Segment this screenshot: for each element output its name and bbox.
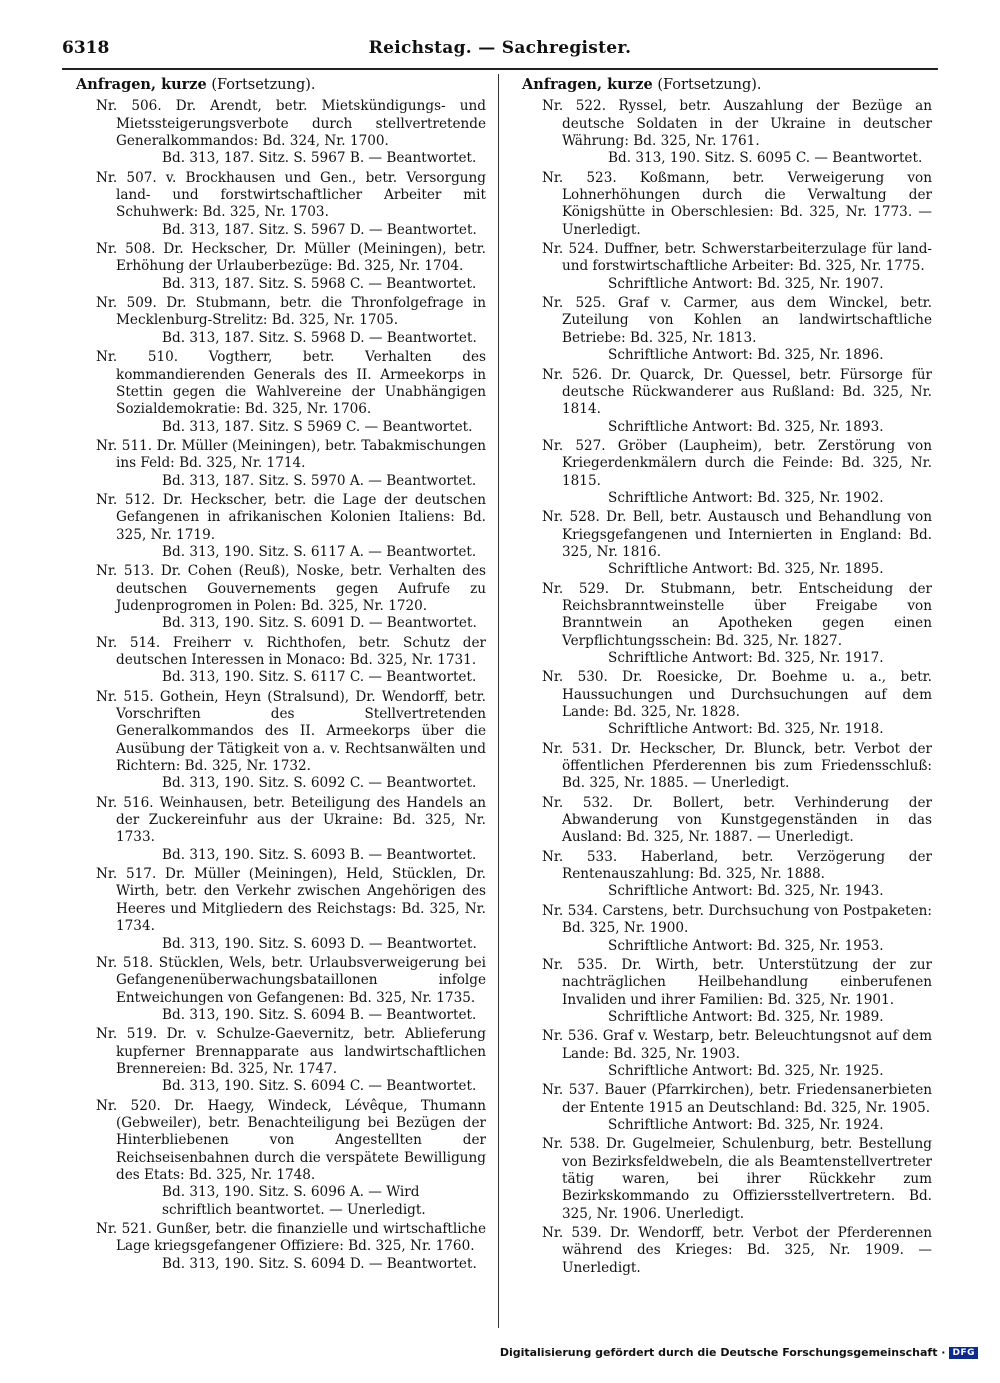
entry-status: Bd. 313, 187. Sitz. S 5969 C. — Beantwortet. [162, 418, 473, 435]
entry-status: Bd. 313, 190. Sitz. S. 6094 B. — Beantwortet. [162, 1006, 477, 1023]
index-entry: Nr. 521. Gunßer, betr. die finanzielle und wirtschaftliche Lage kriegsgefangener Offiziere: Bd. 325, Nr. 1760. [96, 1221, 486, 1255]
index-entry: Nr. 536. Graf v. Westarp, betr. Beleuchtungsnot auf dem Lande: Bd. 325, Nr. 1903. [542, 1028, 932, 1062]
index-entry: Nr. 514. Freiherr v. Richthofen, betr. Schutz der deutschen Interessen in Monaco: Bd. 325, Nr. 1731. [96, 634, 486, 668]
index-entry: Nr. 515. Gothein, Heyn (Stralsund), Dr. Wendorff, betr. Vorschriften des Stellvertretenden Generalkommandos des II. Armeekorps über die Ausübung der Tätigkeit von a. v. Rechtsanwälten und Richtern: Bd. 325, Nr. 1732. [96, 688, 486, 775]
entry-status: Bd. 313, 187. Sitz. S. 5968 D. — Beantwortet. [162, 329, 477, 346]
section-heading-rest: (Fortsetzung). [652, 77, 762, 93]
section-heading-bold: Anfragen, kurze [522, 76, 653, 93]
entry-status: Schriftliche Antwort: Bd. 325, Nr. 1953. [608, 937, 884, 954]
entry-status: Schriftliche Antwort: Bd. 325, Nr. 1907. [608, 275, 884, 292]
running-head: Reichstag. — Sachregister. [368, 38, 632, 58]
header-rule [62, 68, 938, 70]
footer [500, 1346, 978, 1359]
index-entry: Nr. 509. Dr. Stubmann, betr. die Thronfolgefrage in Mecklenburg-Strelitz: Bd. 325, Nr. 1705. [96, 295, 486, 329]
section-heading-bold: Anfragen, kurze [76, 76, 207, 93]
entry-status: Schriftliche Antwort: Bd. 325, Nr. 1924. [608, 1116, 884, 1133]
entry-status: Bd. 313, 190. Sitz. S. 6093 D. — Beantwortet. [162, 935, 477, 952]
footer-credit: Digitalisierung gefördert durch die Deutsche Forschungsgemeinschaft · [499, 1346, 946, 1359]
index-entry: Nr. 533. Haberland, betr. Verzögerung der Rentenauszahlung: Bd. 325, Nr. 1888. [542, 848, 932, 883]
index-entry: Nr. 517. Dr. Müller (Meiningen), Held, Stücklen, Dr. Wirth, betr. den Verkehr zwischen Angehörigen des Heeres und Mitgliedern des Reichstags: Bd. 325, Nr. 1734. [96, 866, 486, 935]
index-entry: Nr. 526. Dr. Quarck, Dr. Quessel, betr. Fürsorge für deutsche Rückwanderer aus Rußland: Bd. 325, Nr. 1814. [542, 366, 932, 418]
index-entry: Nr. 537. Bauer (Pfarrkirchen), betr. Friedensanerbieten der Entente 1915 an Deutschland: Bd. 325, Nr. 1905. [542, 1082, 932, 1116]
index-entry: Nr. 524. Duffner, betr. Schwerstarbeiterzulage für land- und forstwirtschaftliche Arbeiter: Bd. 325, Nr. 1775. [542, 241, 932, 275]
index-entry: Nr. 532. Dr. Bollert, betr. Verhinderung der Abwanderung von Kunstgegenständen in das Ausland: Bd. 325, Nr. 1887. — Unerledigt. [542, 794, 932, 846]
index-entry: Nr. 523. Koßmann, betr. Verweigerung von Lohnerhöhungen durch die Verwaltung der Königshütte in Oberschlesien: Bd. 325, Nr. 1773. — Unerledigt. [542, 169, 932, 238]
entry-status: Schriftliche Antwort: Bd. 325, Nr. 1925. [608, 1062, 884, 1079]
entry-status: Schriftliche Antwort: Bd. 325, Nr. 1917. [608, 650, 884, 666]
entry-status: Schriftliche Antwort: Bd. 325, Nr. 1918. [608, 721, 884, 738]
index-entry: Nr. 527. Gröber (Laupheim), betr. Zerstörung von Kriegerdenkmälern durch die Feinde: Bd. 325, Nr. 1815. [542, 437, 932, 489]
index-entry: Nr. 528. Dr. Bell, betr. Austausch und Behandlung von Kriegsgefangenen und Internierten in England: Bd. 325, Nr. 1816. [542, 509, 932, 560]
index-entry: Nr. 511. Dr. Müller (Meiningen), betr. Tabakmischungen ins Feld: Bd. 325, Nr. 1714. [96, 437, 486, 472]
index-entry: Nr. 510. Vogtherr, betr. Verhalten des kommandierenden Generals des II. Armeekorps in Stettin gegen die Wahlvereine der Unabhängigen Sozialdemokratie: Bd. 325, Nr. 1706. [96, 349, 486, 418]
entry-status: Bd. 313, 190. Sitz. S. 6094 C. — Beantwortet. [162, 1078, 477, 1095]
entry-status: Bd. 313, 190. Sitz. S. 6093 B. — Beantwortet. [162, 846, 477, 863]
entry-status: Bd. 313, 190. Sitz. S. 6117 A. — Beantwortet. [162, 543, 477, 560]
section-heading-rest: (Fortsetzung). [206, 77, 316, 93]
entry-list [512, 98, 932, 1277]
index-entry: Nr. 535. Dr. Wirth, betr. Unterstützung der zur nachträglichen Heilbehandlung einberufenen Invaliden und ihrer Familien: Bd. 325, Nr. 1901. [542, 956, 932, 1008]
index-entry: Nr. 534. Carstens, betr. Durchsuchung von Postpaketen: Bd. 325, Nr. 1900. [542, 902, 932, 937]
entry-status: Schriftliche Antwort: Bd. 325, Nr. 1902. [608, 489, 884, 506]
index-entry: Nr. 539. Dr. Wendorff, betr. Verbot der Pferderennen während des Krieges: Bd. 325, Nr. 1909. — Unerledigt. [542, 1225, 932, 1276]
index-entry: Nr. 507. v. Brockhausen und Gen., betr. Versorgung land- und forstwirtschaftlicher Arbeiter mit Schuhwerk: Bd. 325, Nr. 1703. [96, 169, 486, 221]
index-entry: Nr. 538. Dr. Gugelmeier, Schulenburg, betr. Bestellung von Bezirksfeldwebeln, die als Beamtenstellvertreter tätig waren, bei ihrer Rückkehr zum Bezirkskommando zu Offiziersstellvertretern. Bd. 325, Nr. 1906. Unerledigt. [542, 1136, 932, 1222]
section-heading [522, 76, 932, 94]
left-column [66, 76, 486, 1275]
index-entry: Nr. 525. Graf v. Carmer, aus dem Winckel, betr. Zuteilung von Kohlen an landwirtschaftliche Betriebe: Bd. 325, Nr. 1813. [542, 295, 932, 346]
entry-status: Bd. 313, 190. Sitz. S. 6095 C. — Beantwortet. [608, 150, 923, 167]
index-entry: Nr. 531. Dr. Heckscher, Dr. Blunck, betr. Verbot der öffentlichen Pferderennen bis zum Friedensschluß: Bd. 325, Nr. 1885. — Unerledigt. [542, 740, 932, 792]
right-column [512, 76, 932, 1279]
entry-status: Schriftliche Antwort: Bd. 325, Nr. 1896. [608, 347, 884, 364]
dfg-logo: DFG [949, 1347, 978, 1359]
section-heading [76, 76, 486, 94]
index-entry: Nr. 529. Dr. Stubmann, betr. Entscheidung der Reichsbranntweinstelle über Freigabe von Branntwein an Apotheken gegen einen Verpflichtungsschein: Bd. 325, Nr. 1827. [542, 580, 932, 649]
entry-status: Schriftliche Antwort: Bd. 325, Nr. 1989. [608, 1008, 884, 1025]
index-entry: Nr. 513. Dr. Cohen (Reuß), Noske, betr. Verhalten des deutschen Gouvernements gegen Aufrufe zu Judenprogromen in Polen: Bd. 325, Nr. 1720. [96, 563, 486, 614]
entry-status: Bd. 313, 187. Sitz. S. 5967 D. — Beantwortet. [162, 221, 477, 238]
entry-status: Bd. 313, 190. Sitz. S. 6092 C. — Beantwortet. [162, 775, 477, 792]
entry-status: Schriftliche Antwort: Bd. 325, Nr. 1943. [608, 883, 884, 900]
entry-status: Bd. 313, 190. Sitz. S. 6096 A. — Wird schriftlich beantwortet. — Unerledigt. [162, 1184, 426, 1218]
entry-list [66, 98, 486, 1273]
entry-status: Bd. 313, 187. Sitz. S. 5970 A. — Beantwortet. [162, 472, 477, 489]
index-entry: Nr. 520. Dr. Haegy, Windeck, Lévêque, Thumann (Gebweiler), betr. Benachteiligung bei Bezügen der Hinterbliebenen von Angestellten der Reichseisenbahnen durch die verspätete Bewilligung des Etats: Bd. 325, Nr. 1748. [96, 1097, 486, 1183]
entry-status: Bd. 313, 190. Sitz. S. 6117 C. — Beantwortet. [162, 669, 477, 686]
entry-status: Bd. 313, 190. Sitz. S. 6094 D. — Beantwortet. [162, 1255, 477, 1272]
entry-status: Schriftliche Antwort: Bd. 325, Nr. 1895. [608, 561, 884, 578]
index-entry: Nr. 530. Dr. Roesicke, Dr. Boehme u. a., betr. Haussuchungen und Durchsuchungen auf dem Lande: Bd. 325, Nr. 1828. [542, 669, 932, 721]
index-entry: Nr. 522. Ryssel, betr. Auszahlung der Bezüge an deutsche Soldaten in der Ukraine in deutscher Währung: Bd. 325, Nr. 1761. [542, 98, 932, 150]
page-number: 6318 [62, 38, 110, 58]
entry-status: Bd. 313, 187. Sitz. S. 5968 C. — Beantwortet. [162, 275, 477, 292]
entry-status: Schriftliche Antwort: Bd. 325, Nr. 1893. [608, 418, 884, 435]
index-entry: Nr. 519. Dr. v. Schulze-Gaevernitz, betr. Ablieferung kupferner Brennapparate aus landwirtschaftlichen Brennereien: Bd. 325, Nr. 1747. [96, 1026, 486, 1077]
index-entry: Nr. 518. Stücklen, Wels, betr. Urlaubsverweigerung bei Gefangenenüberwachungsbataillonen infolge Entweichungen von Gefangenen: Bd. 325, Nr. 1735. [96, 954, 486, 1006]
entry-status: Bd. 313, 187. Sitz. S. 5967 B. — Beantwortet. [162, 150, 477, 167]
index-entry: Nr. 508. Dr. Heckscher, Dr. Müller (Meiningen), betr. Erhöhung der Urlauberbezüge: Bd. 325, Nr. 1704. [96, 241, 486, 275]
index-entry: Nr. 506. Dr. Arendt, betr. Mietskündigungs- und Mietssteigerungsverbote durch stellvertretende Generalkommandos: Bd. 324, Nr. 1700. [96, 98, 486, 150]
index-entry: Nr. 516. Weinhausen, betr. Beteiligung des Handels an der Zuckereinfuhr aus der Ukraine: Bd. 325, Nr. 1733. [96, 794, 486, 846]
column-divider [498, 74, 499, 1328]
index-entry: Nr. 512. Dr. Heckscher, betr. die Lage der deutschen Gefangenen in afrikanischen Kolonien Italiens: Bd. 325, Nr. 1719. [96, 491, 486, 543]
entry-status: Bd. 313, 190. Sitz. S. 6091 D. — Beantwortet. [162, 615, 477, 632]
